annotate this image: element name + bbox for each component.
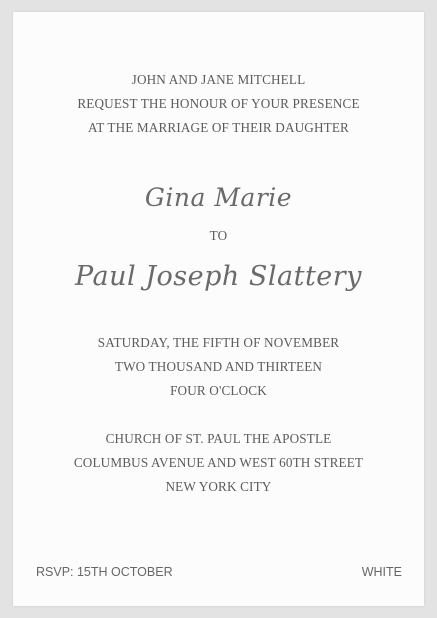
venue-line-3: NEW YORK CITY [165, 479, 272, 494]
card-color-label: WHITE [361, 565, 402, 579]
host-line-1: JOHN AND JANE MITCHELL [131, 72, 306, 87]
groom-name: Paul Joseph Slattery [75, 261, 362, 292]
venue-line-2: COLUMBUS AVENUE AND WEST 60TH STREET [73, 455, 364, 470]
host-line-3: AT THE MARRIAGE OF THEIR DAUGHTER [87, 120, 349, 135]
connector-text: TO [209, 228, 228, 243]
venue-line-1: CHURCH OF ST. PAUL THE APOSTLE [105, 431, 332, 446]
invitation-card [13, 12, 424, 606]
date-line-1: SATURDAY, THE FIFTH OF NOVEMBER [97, 335, 340, 350]
bride-name: Gina Marie [144, 183, 293, 212]
host-line-2: REQUEST THE HONOUR OF YOUR PRESENCE [77, 96, 360, 111]
date-line-2: TWO THOUSAND AND THIRTEEN [114, 359, 323, 374]
rsvp-text: RSVP: 15TH OCTOBER [36, 565, 173, 579]
time-line: FOUR O'CLOCK [170, 383, 267, 398]
